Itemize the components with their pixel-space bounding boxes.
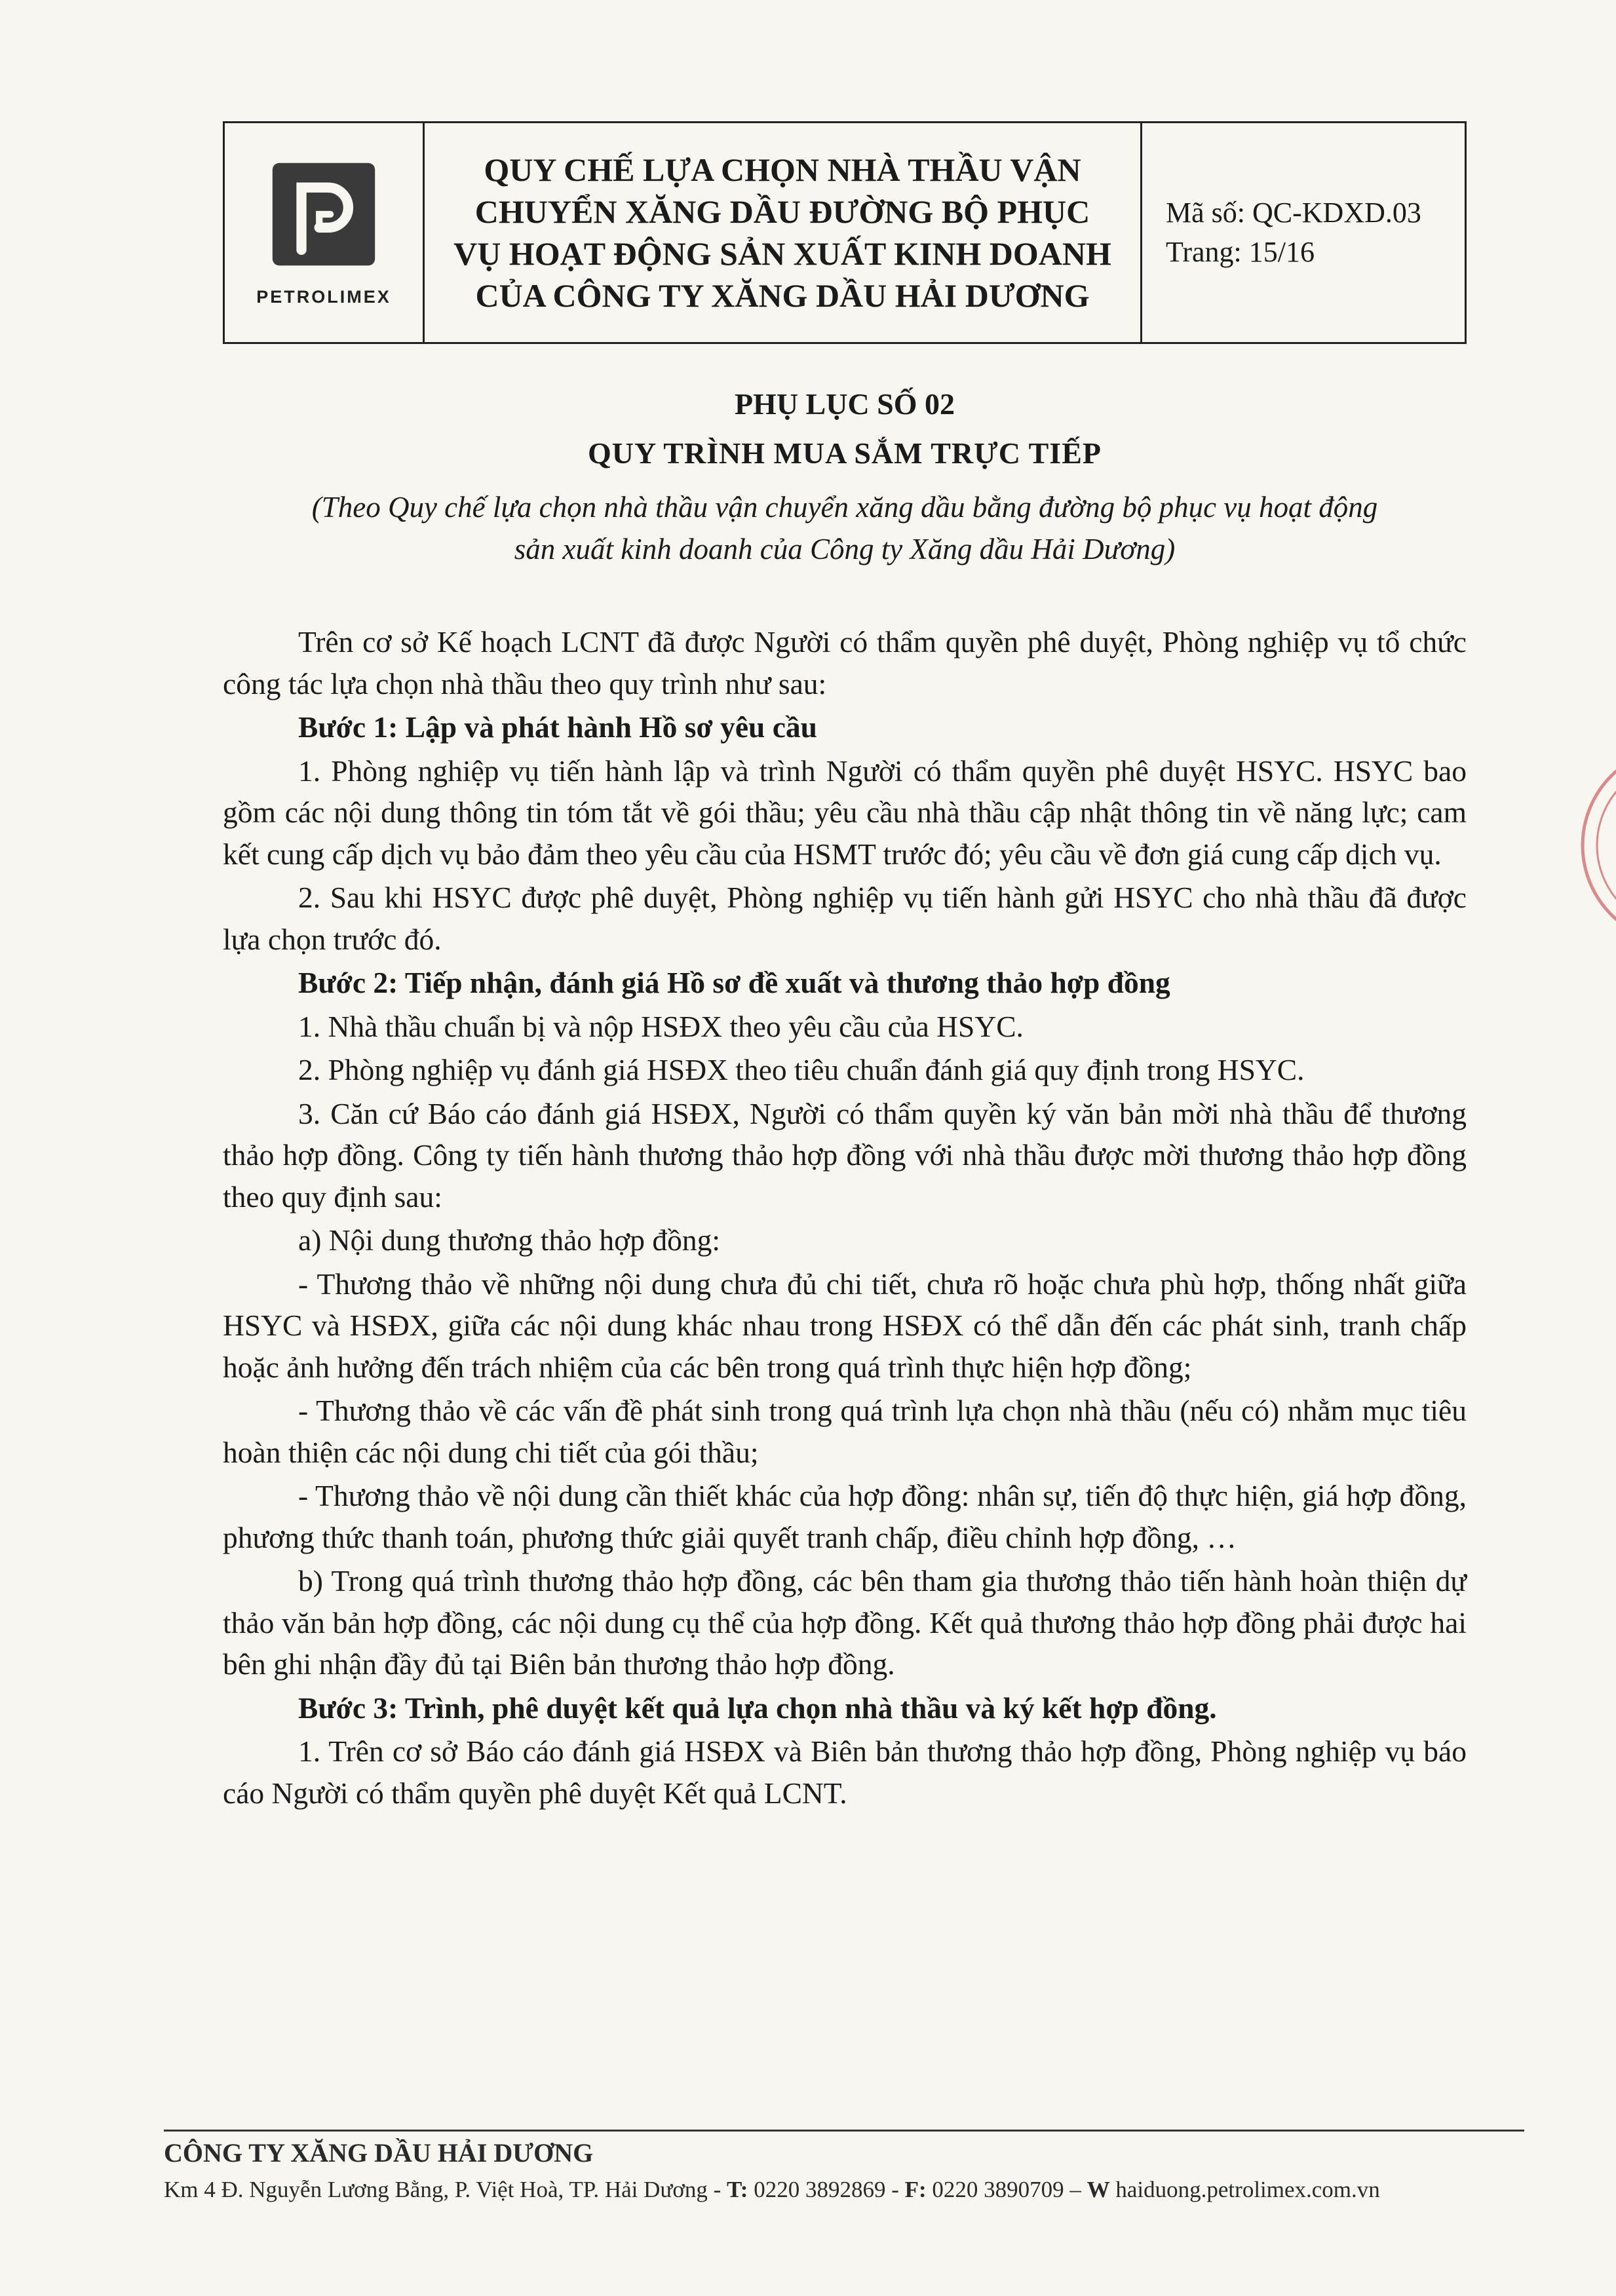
appendix-subtitle: (Theo Quy chế lựa chọn nhà thầu vận chuyển xăng dầu bằng đường bộ phục vụ hoạt động sản xuất kinh doanh của Công ty Xăng dầu Hải Dương) xyxy=(311,491,1378,565)
logo-text: PETROLIMEX xyxy=(256,286,391,307)
intro-paragraph: Trên cơ sở Kế hoạch LCNT đã được Người có thẩm quyền phê duyệt, Phòng nghiệp vụ tổ chức công tác lựa chọn nhà thầu theo quy trình như sau: xyxy=(223,625,1467,700)
document-header-table xyxy=(223,121,1467,344)
petrolimex-logo-icon xyxy=(268,159,379,270)
step-1-item-1: 1. Phòng nghiệp vụ tiến hành lập và trình Người có thẩm quyền phê duyệt HSYC. HSYC bao gồm các nội dung thông tin tóm tắt về gói thầu; yêu cầu nhà thầu cập nhật thông tin về năng lực; cam kết cung cấp dịch vụ bảo đảm theo yêu cầu của HSMT trước đó; yêu cầu về đơn giá cung cấp dịch vụ. xyxy=(223,754,1467,871)
document-code-cell xyxy=(1142,123,1465,342)
footer-web-label: W xyxy=(1087,2177,1110,2202)
step-2-item-a-bullet-3: - Thương thảo về nội dung cần thiết khác của hợp đồng: nhân sự, tiến độ thực hiện, giá hợp đồng, phương thức thanh toán, phương thức giải quyết tranh chấp, điều chỉnh hợp đồng, … xyxy=(223,1479,1467,1554)
footer-divider xyxy=(164,2130,1524,2132)
page-number: Trang: 15/16 xyxy=(1166,236,1315,268)
step-2-item-3: 3. Căn cứ Báo cáo đánh giá HSĐX, Người có thẩm quyền ký văn bản mời nhà thầu để thương thảo hợp đồng. Công ty tiến hành thương thảo hợp đồng với nhà thầu được mời thương thảo hợp đồng theo quy định sau: xyxy=(223,1096,1467,1214)
step-2-item-a: a) Nội dung thương thảo hợp đồng: xyxy=(298,1223,720,1257)
appendix-title: PHỤ LỤC SỐ 02 xyxy=(734,387,955,421)
footer-address: Km 4 Đ. Nguyễn Lương Bằng, P. Việt Hoà, TP. Hải Dương - xyxy=(164,2177,727,2202)
document-body xyxy=(223,621,1467,1816)
seal-stamp-icon xyxy=(1569,727,1616,963)
logo-cell xyxy=(225,123,425,342)
footer-company-name: CÔNG TY XĂNG DẦU HẢI DƯƠNG xyxy=(164,2138,594,2168)
footer-tel-label: T: xyxy=(727,2177,748,2202)
document-code: Mã số: QC-KDXD.03 xyxy=(1166,197,1421,229)
footer-fax: 0220 3890709 – xyxy=(926,2177,1087,2202)
document-title: QUY CHẾ LỰA CHỌN NHÀ THẦU VẬN CHUYỂN XĂNG DẦU ĐƯỜNG BỘ PHỤC VỤ HOẠT ĐỘNG SẢN XUẤT KINH DOANH CỦA CÔNG TY XĂNG DẦU HẢI DƯƠNG xyxy=(425,123,1142,342)
step-1-heading: Bước 1: Lập và phát hành Hồ sơ yêu cầu xyxy=(298,710,817,744)
step-2-item-2: 2. Phòng nghiệp vụ đánh giá HSĐX theo tiêu chuẩn đánh giá quy định trong HSYC. xyxy=(298,1053,1305,1086)
step-3-heading: Bước 3: Trình, phê duyệt kết quả lựa chọn nhà thầu và ký kết hợp đồng. xyxy=(298,1691,1217,1725)
step-2-item-a-bullet-2: - Thương thảo về các vấn đề phát sinh trong quá trình lựa chọn nhà thầu (nếu có) nhằm mục tiêu hoàn thiện các nội dung chi tiết của gói thầu; xyxy=(223,1394,1467,1469)
footer-tel: 0220 3892869 - xyxy=(748,2177,905,2202)
step-3-item-1: 1. Trên cơ sở Báo cáo đánh giá HSĐX và Biên bản thương thảo hợp đồng, Phòng nghiệp vụ báo cáo Người có thẩm quyền phê duyệt Kết quả LCNT. xyxy=(223,1734,1467,1810)
step-2-item-b: b) Trong quá trình thương thảo hợp đồng, các bên tham gia thương thảo tiến hành hoàn thiện dự thảo văn bản hợp đồng, các nội dung cụ thể của hợp đồng. Kết quả thương thảo hợp đồng phải được hai bên ghi nhận đầy đủ tại Biên bản thương thảo hợp đồng. xyxy=(223,1564,1467,1681)
step-2-heading: Bước 2: Tiếp nhận, đánh giá Hồ sơ đề xuất và thương thảo hợp đồng xyxy=(298,966,1170,999)
step-1-item-2: 2. Sau khi HSYC được phê duyệt, Phòng nghiệp vụ tiến hành gửi HSYC cho nhà thầu đã được lựa chọn trước đó. xyxy=(223,881,1467,956)
step-2-item-1: 1. Nhà thầu chuẩn bị và nộp HSĐX theo yêu cầu của HSYC. xyxy=(298,1009,1024,1043)
step-2-item-a-bullet-1: - Thương thảo về những nội dung chưa đủ chi tiết, chưa rõ hoặc chưa phù hợp, thống nhất giữa HSYC và HSĐX, giữa các nội dung khác nhau trong HSĐX có thể dẫn đến các phát sinh, tranh chấp hoặc ảnh hưởng đến trách nhiệm của các bên trong quá trình thực hiện hợp đồng; xyxy=(223,1267,1467,1384)
footer-website: haiduong.petrolimex.com.vn xyxy=(1109,2177,1380,2202)
footer-fax-label: F: xyxy=(904,2177,927,2202)
footer-contact-line xyxy=(164,2177,1380,2203)
procedure-title: QUY TRÌNH MUA SẮM TRỰC TIẾP xyxy=(588,436,1102,470)
